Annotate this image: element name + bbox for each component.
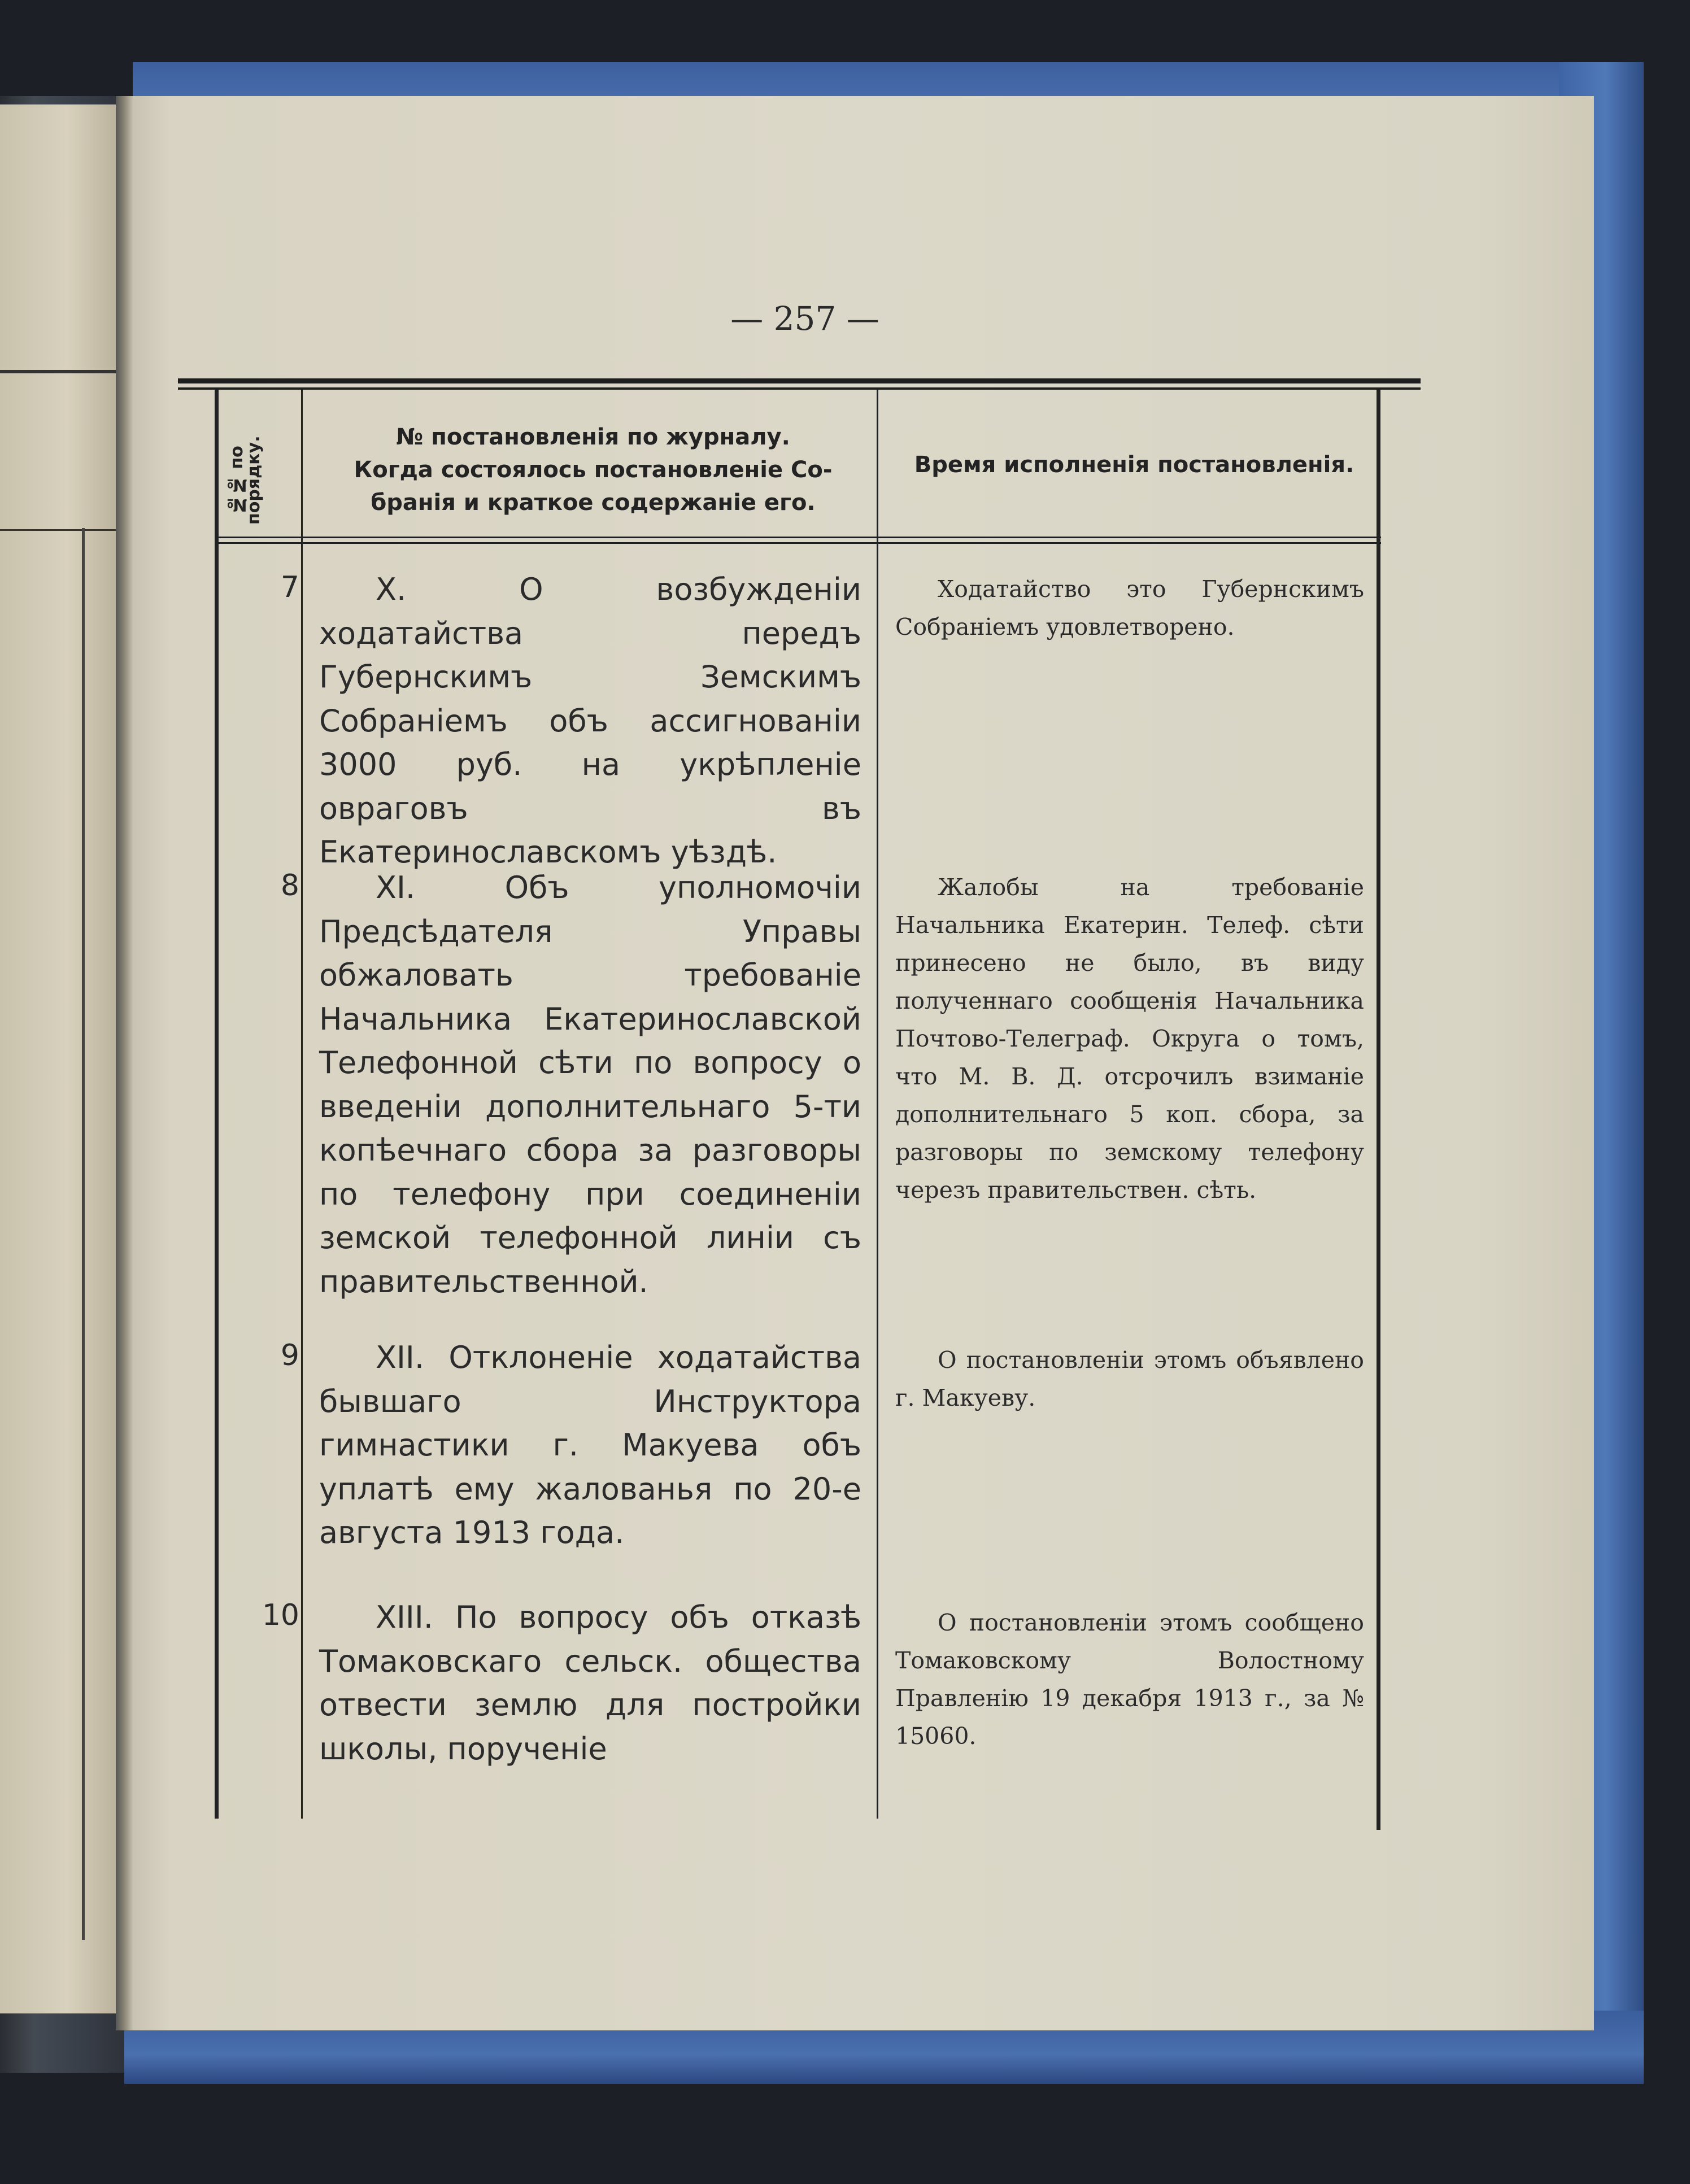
resolution-text-body: X. О возбужденіи ходатайства передъ Губернскимъ Земскимъ Собраніемъ объ ассигнованіи 3000 руб. на укрѣпленіе овраговъ въ Екатеринославскомъ уѣздѣ. [319,572,861,870]
resolution-text [319,1336,861,1555]
column-divider-2 [877,390,878,1819]
execution-text [895,570,1364,646]
execution-text-body: Жалобы на требованіе Начальника Екатерин. Телеф. сѣти принесено не было, въ виду полученнаго сообщенія Начальника Почтово-Телеграф. Округа о томъ, что М. В. Д. отсрочилъ взиманіе дополнительнаго 5 коп. сбора, за разговоры по земскому телефону черезъ правительствен. сѣть. [895,874,1364,1204]
execution-text-body: О постановленіи этомъ объявлено г. Макуеву. [895,1346,1364,1411]
previous-page-column-line [82,528,85,1940]
table-left-border [215,390,219,1819]
book-spine-shadow [116,96,133,2030]
page-number: — 257 — [730,299,879,338]
header-resolution-line: № постановленія по журналу. [396,424,790,450]
execution-text-body: О постановленіи этомъ сообщено Томаковскому Волостному Правленію 19 декабря 1913 г., за № 15060. [895,1609,1364,1750]
previous-page-edge [0,104,121,2013]
header-bottom-rule [217,537,1381,538]
resolution-text-body: XIII. По вопросу объ отказѣ Томаковскаго сельск. общества отвести землю для постройки школы, порученіе [319,1599,861,1767]
execution-text-body: Ходатайство это Губернскимъ Собраніемъ удовлетворено. [895,576,1364,640]
execution-text [895,1604,1364,1755]
table-top-rule-thin [178,387,1421,390]
header-resolution-line: бранія и краткое содержаніе его. [371,490,816,516]
row-number: 7 [280,570,299,604]
resolution-text [319,1596,861,1771]
previous-page-rule [0,529,121,531]
row-number: 10 [262,1598,299,1632]
execution-text [895,869,1364,1209]
header-order-number: №№ по порядку. [227,435,264,525]
table-right-border [1377,390,1380,1830]
resolution-text [319,866,861,1304]
row-number: 8 [280,869,299,903]
table-top-rule [178,378,1421,383]
row-number: 9 [280,1339,299,1372]
header-resolution-line: Когда состоялось постановленіе Со- [354,457,833,483]
resolution-text-body: XII. Отклоненіе ходатайства бывшаго Инструктора гимнастики г. Макуева объ уплатѣ ему жалованья по 20-е августа 1913 года. [319,1340,861,1550]
header-execution-column: Время исполненія постановленія. [914,452,1354,478]
column-divider-1 [301,390,303,1819]
execution-text [895,1341,1364,1417]
header-bottom-rule-2 [217,542,1381,544]
resolution-text-body: XI. Объ уполномочіи Предсѣдателя Управы обжаловать требованіе Начальника Екатеринославской Телефонной сѣти по вопросу о введеніи дополнительнаго 5-ти копѣечнаго сбора за разговоры по телефону при соединеніи земской телефонной линіи съ правительственной. [319,870,861,1300]
previous-page-rule [0,370,121,373]
resolution-text [319,568,861,874]
header-resolution-column [316,421,870,519]
